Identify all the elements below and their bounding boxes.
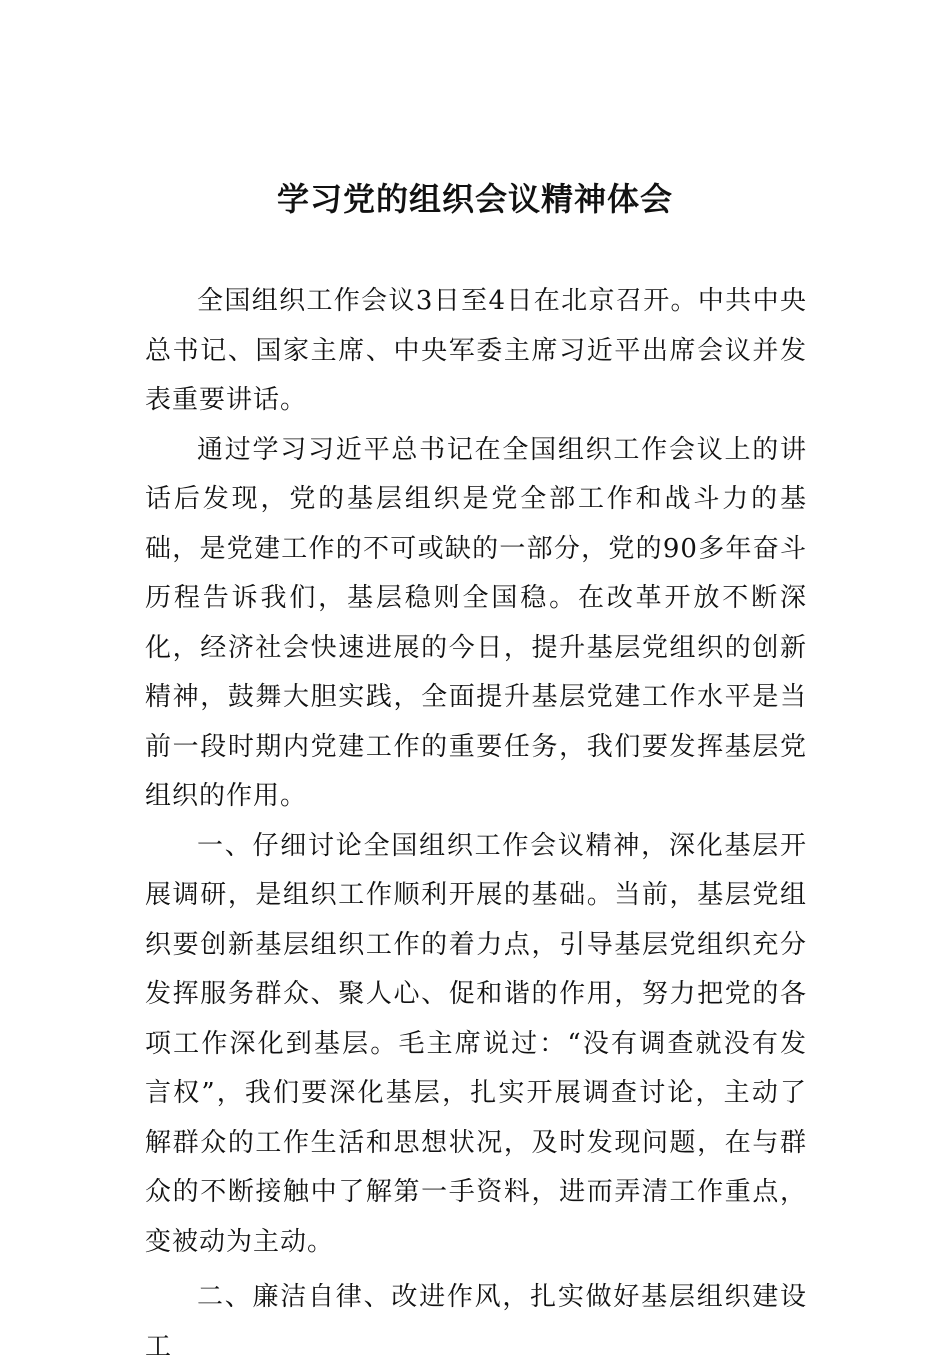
paragraph-1: 全国组织工作会议3日至4日在北京召开。中共中央总书记、国家主席、中央军委主席习近平出席会议并发表重要讲话。 [145,286,807,415]
paragraph-3: 一、仔细讨论全国组织工作会议精神，深化基层开展调研，是组织工作顺利开展的基础。当前，基层党组织要创新基层组织工作的着力点，引导基层党组织充分发挥服务群众、聚人心、促和谐的作用，努力把党的各项工作深化到基层。毛主席说过：“没有调查就没有发言权”，我们要深化基层，扎实开展调查讨论，主动了解群众的工作生活和思想状况，及时发现问题，在与群众的不断接触中了解第一手资料，进而弄清工作重点，变被动为主动。 [145,830,807,1257]
paragraph-4: 二、廉洁自律、改进作风，扎实做好基层组织建设工 [145,1282,807,1362]
document-title: 学习党的组织会议精神体会 [276,180,673,218]
paragraph-2: 通过学习习近平总书记在全国组织工作会议上的讲话后发现，党的基层组织是党全部工作和战斗力的基础，是党建工作的不可或缺的一部分，党的90多年奋斗历程告诉我们，基层稳则全国稳。在改革开放不断深化，经济社会快速进展的今日，提升基层党组织的创新精神，鼓舞大胆实践，全面提升基层党建工作水平是当前一段时期内党建工作的重要任务，我们要发挥基层党组织的作用。 [145,434,807,811]
document-body [145,277,807,1372]
